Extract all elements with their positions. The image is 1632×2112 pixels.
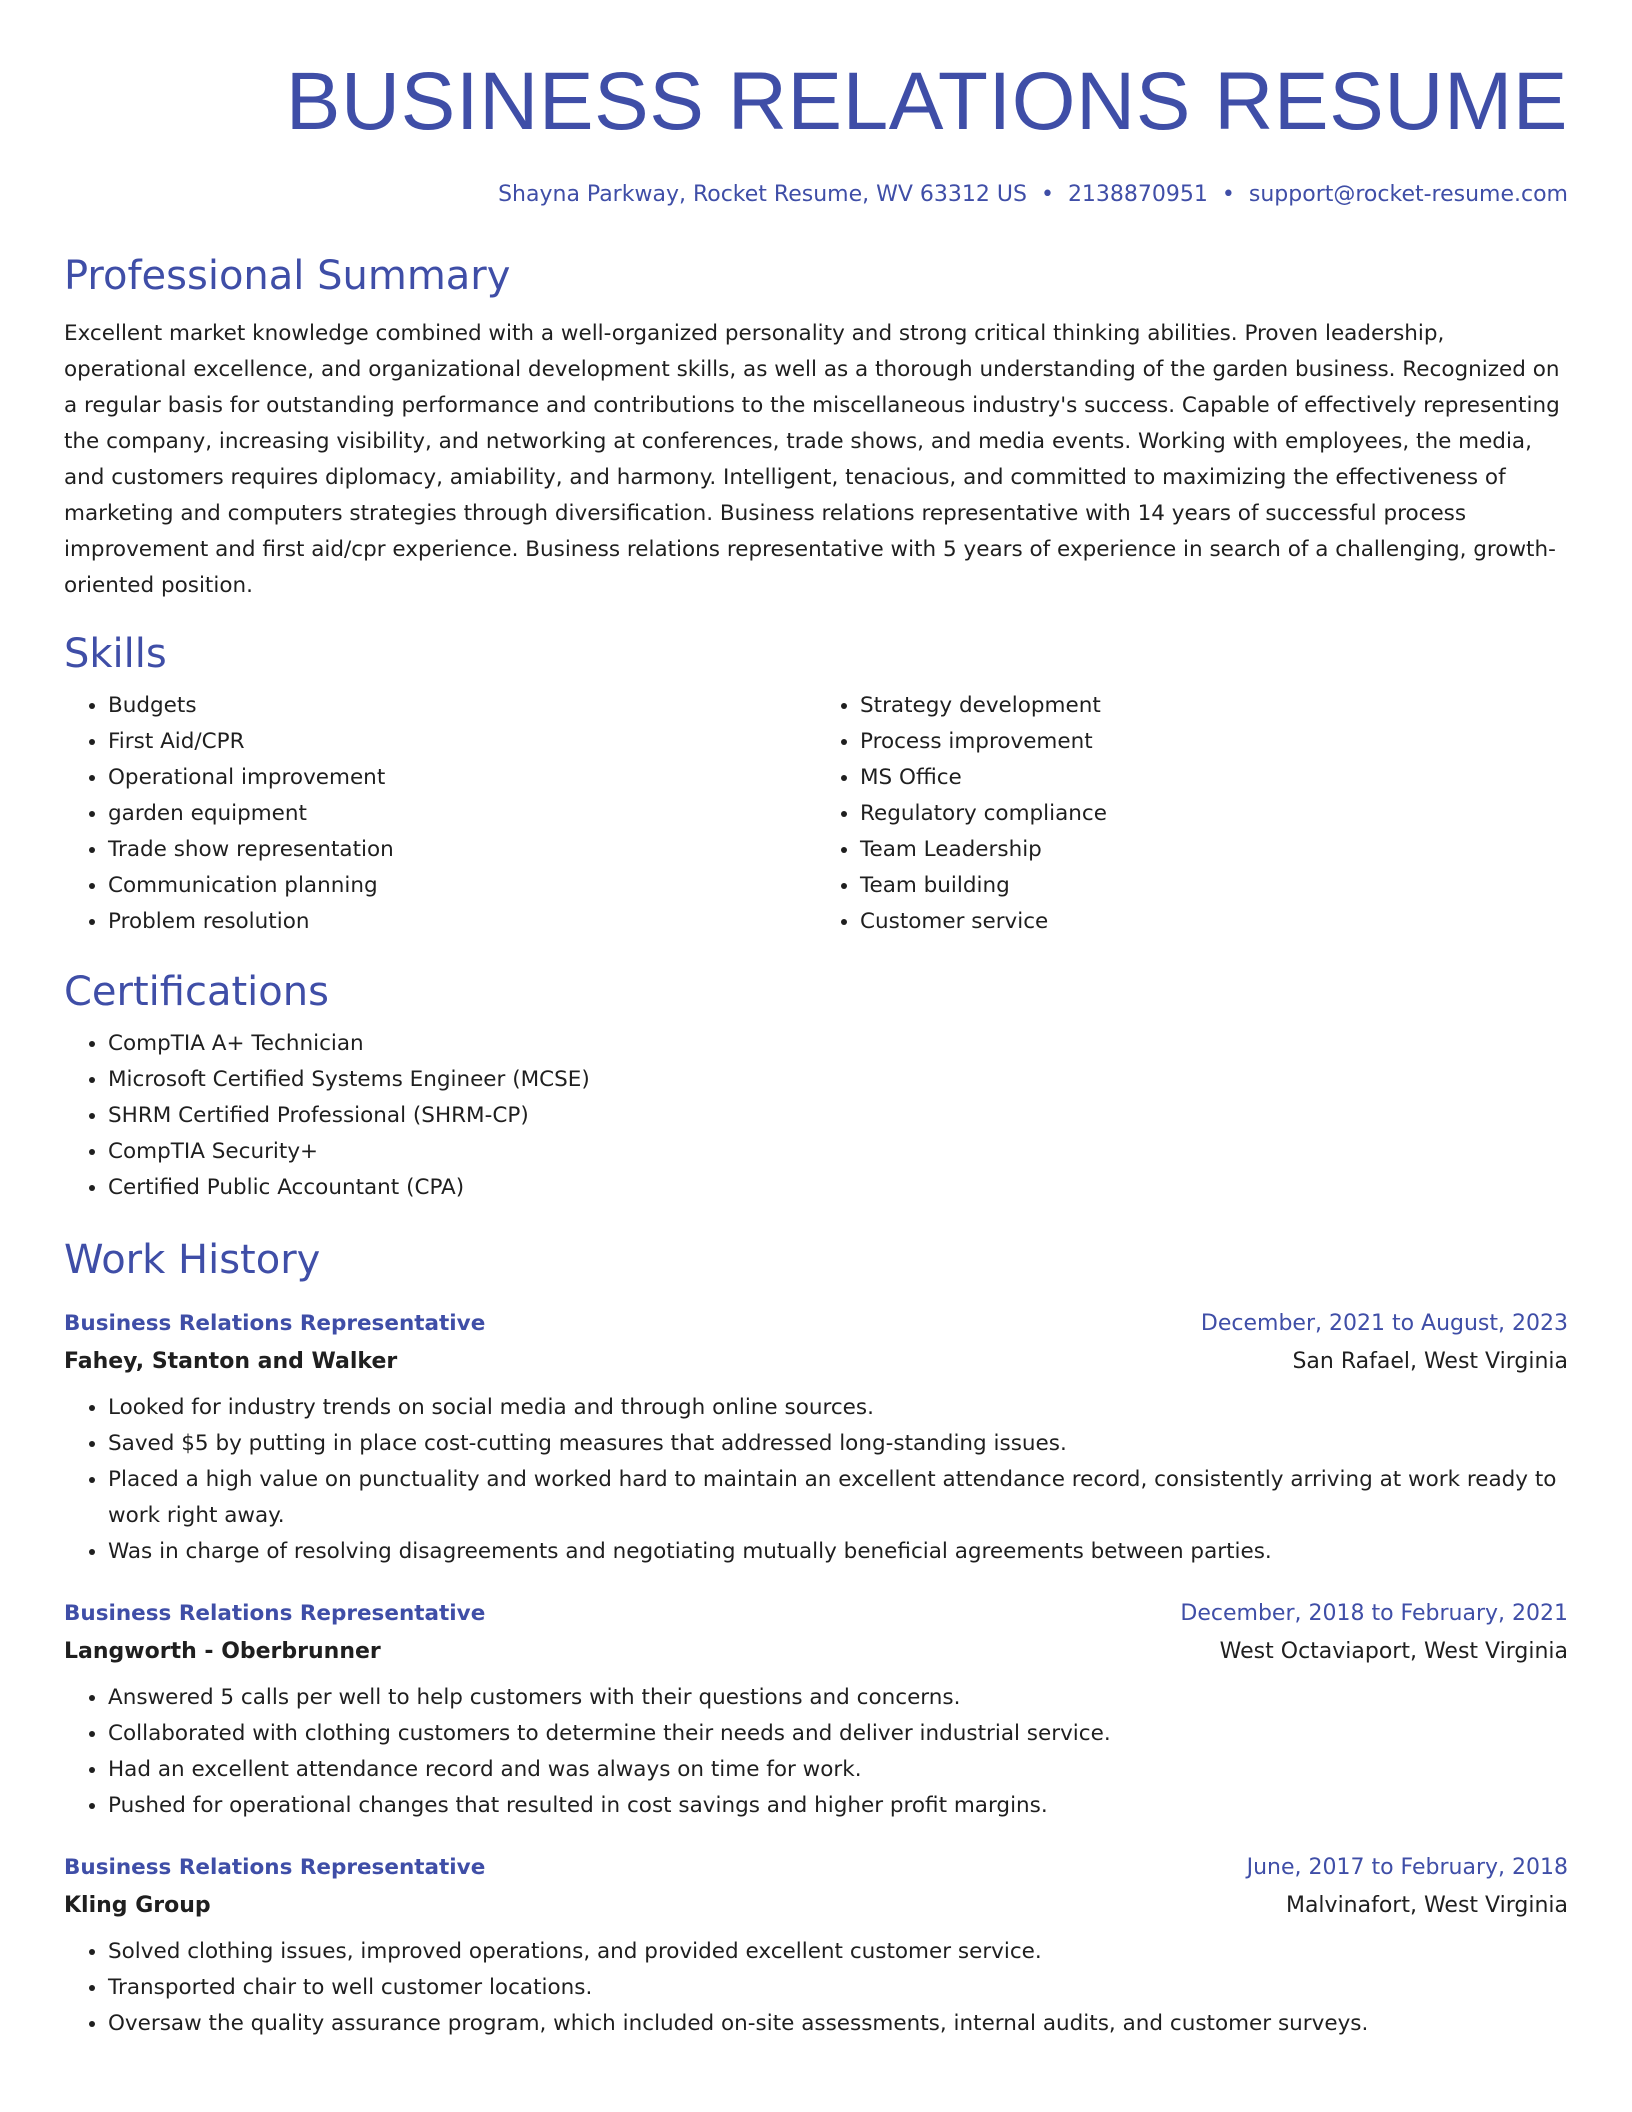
skill-item: • Communication planning xyxy=(108,868,816,904)
skill-item: • Trade show representation xyxy=(108,832,816,868)
skill-item: • Team building xyxy=(860,868,1568,904)
job-location: San Rafael, West Virginia xyxy=(1292,1349,1568,1374)
skill-item: • Strategy development xyxy=(860,688,1568,724)
contact-separator: • xyxy=(1040,182,1054,207)
job-dates: December, 2018 to February, 2021 xyxy=(1180,1601,1568,1626)
job-bullet: • Transported chair to well customer locations. xyxy=(108,1970,1568,2006)
skill-item: • First Aid/CPR xyxy=(108,724,816,760)
certification-item: • SHRM Certified Professional (SHRM-CP) xyxy=(108,1098,1568,1134)
work-history-heading: Work History xyxy=(64,1237,321,1283)
contact-line xyxy=(64,180,1568,210)
job-bullet: • Looked for industry trends on social media and through online sources. xyxy=(108,1390,1568,1426)
certification-item: • CompTIA A+ Technician xyxy=(108,1026,1568,1062)
job-header-row xyxy=(64,1306,1568,1342)
certifications-heading: Certifications xyxy=(64,969,329,1015)
job-title: Business Relations Representative xyxy=(64,1601,486,1626)
skill-item: • Problem resolution xyxy=(108,904,816,940)
resume-title: BUSINESS RELATIONS RESUME xyxy=(285,56,1568,147)
job-header-row xyxy=(64,1596,1568,1632)
contact-phone: 2138870951 xyxy=(1067,182,1208,207)
skill-item: • Operational improvement xyxy=(108,760,816,796)
job-bullets xyxy=(64,1390,1568,1570)
summary-heading: Professional Summary xyxy=(64,253,511,299)
skills-column-left xyxy=(64,688,816,940)
job-entry xyxy=(64,1596,1568,1824)
job-company: Kling Group xyxy=(64,1893,211,1918)
job-company-row xyxy=(64,1886,1568,1926)
skill-item: • garden equipment xyxy=(108,796,816,832)
job-bullet: • Was in charge of resolving disagreements and negotiating mutually beneficial agreements between parties. xyxy=(108,1534,1568,1570)
certification-item: • CompTIA Security+ xyxy=(108,1134,1568,1170)
skills-column-right xyxy=(816,688,1568,940)
skill-item: • Team Leadership xyxy=(860,832,1568,868)
job-title: Business Relations Representative xyxy=(64,1311,486,1336)
job-dates: December, 2021 to August, 2023 xyxy=(1200,1311,1568,1336)
contact-address: Shayna Parkway, Rocket Resume, WV 63312 US xyxy=(498,182,1027,207)
certification-item: • Microsoft Certified Systems Engineer (MCSE) xyxy=(108,1062,1568,1098)
contact-email: support@rocket-resume.com xyxy=(1248,182,1568,207)
skill-item: • Budgets xyxy=(108,688,816,724)
skill-item: • Process improvement xyxy=(860,724,1568,760)
job-bullet: • Answered 5 calls per well to help customers with their questions and concerns. xyxy=(108,1680,1568,1716)
skill-item: • Regulatory compliance xyxy=(860,796,1568,832)
job-entry xyxy=(64,1850,1568,2042)
job-bullet: • Saved $5 by putting in place cost-cutting measures that addressed long-standing issues. xyxy=(108,1426,1568,1462)
job-bullet: • Collaborated with clothing customers to determine their needs and deliver industrial service. xyxy=(108,1716,1568,1752)
job-company: Langworth - Oberbrunner xyxy=(64,1639,381,1664)
summary-text: Excellent market knowledge combined with a well-organized personality and strong critical thinking abilities. Proven leadership, operational excellence, and organizational development skills, as well as a thorough understanding of the garden business. Recognized on a regular basis for outstanding performance and contributions to the miscellaneous industry's success. Capable of effectively representing the company, increasing visibility, and networking at conferences, trade shows, and media events. Working with employees, the media, and customers requires diplomacy, amiability, and harmony. Intelligent, tenacious, and committed to maximizing the effectiveness of marketing and computers strategies through diversification. Business relations representative with 14 years of successful process improvement and first aid/cpr experience. Business relations representative with 5 years of experience in search of a challenging, growth-oriented position. xyxy=(64,321,1560,598)
skills-list xyxy=(64,688,1568,940)
certifications-list xyxy=(64,1026,1568,1206)
job-header-row xyxy=(64,1850,1568,1886)
job-bullet: • Pushed for operational changes that resulted in cost savings and higher profit margins. xyxy=(108,1788,1568,1824)
job-title: Business Relations Representative xyxy=(64,1855,486,1880)
job-dates: June, 2017 to February, 2018 xyxy=(1246,1855,1568,1880)
contact-separator: • xyxy=(1221,182,1235,207)
job-entry xyxy=(64,1306,1568,1570)
job-bullet: • Placed a high value on punctuality and worked hard to maintain an excellent attendance record, consistently arriving at work ready to work right away. xyxy=(108,1462,1568,1534)
job-location: Malvinafort, West Virginia xyxy=(1285,1893,1568,1918)
job-location: West Octaviaport, West Virginia xyxy=(1219,1639,1568,1664)
resume-page xyxy=(64,0,1568,2042)
skill-item: • MS Office xyxy=(860,760,1568,796)
job-company: Fahey, Stanton and Walker xyxy=(64,1349,398,1374)
job-company-row xyxy=(64,1342,1568,1382)
skill-item: • Customer service xyxy=(860,904,1568,940)
job-company-row xyxy=(64,1632,1568,1672)
job-bullet: • Had an excellent attendance record and was always on time for work. xyxy=(108,1752,1568,1788)
certification-item: • Certified Public Accountant (CPA) xyxy=(108,1170,1568,1206)
skills-heading: Skills xyxy=(64,631,167,677)
job-bullets xyxy=(64,1934,1568,2042)
job-bullet: • Oversaw the quality assurance program, which included on-site assessments, internal audits, and customer surveys. xyxy=(108,2006,1568,2042)
job-bullet: • Solved clothing issues, improved operations, and provided excellent customer service. xyxy=(108,1934,1568,1970)
job-bullets xyxy=(64,1680,1568,1824)
